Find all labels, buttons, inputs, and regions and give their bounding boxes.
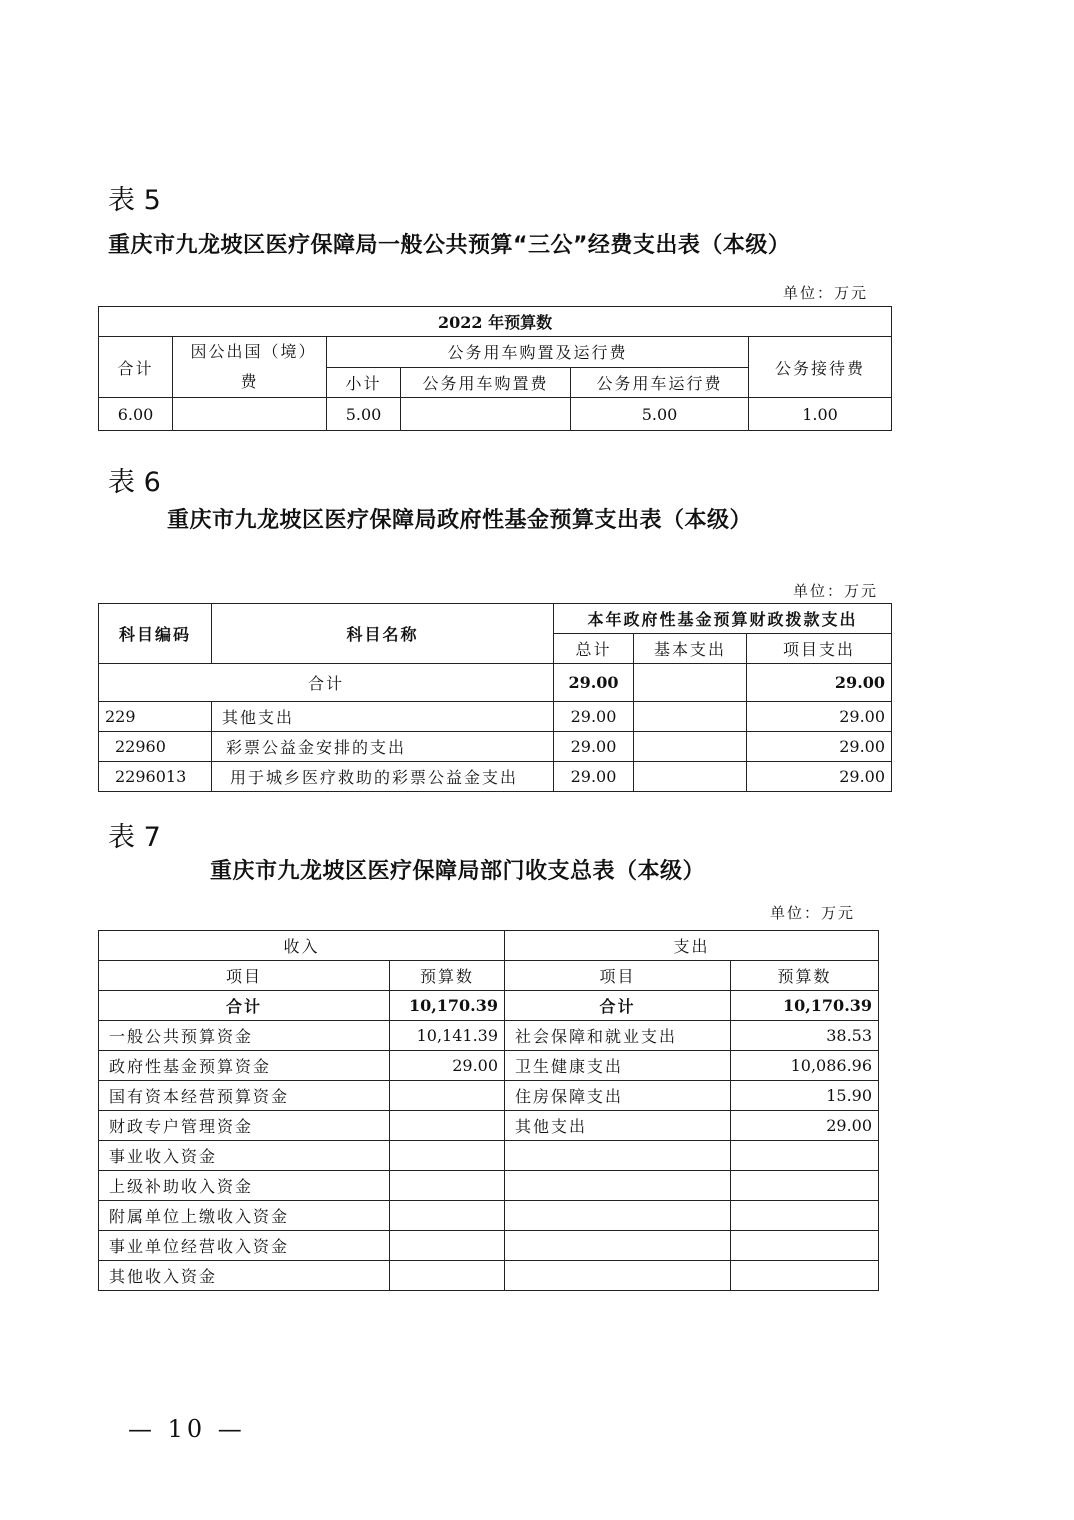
table6-row-total: 29.00	[554, 762, 634, 792]
table5-label: 表 5	[108, 185, 161, 216]
table7-income-item: 国有资本经营预算资金	[99, 1081, 390, 1111]
table7-expense-amount: 15.90	[731, 1081, 879, 1111]
table6-title: 重庆市九龙坡区医疗保障局政府性基金预算支出表（本级）	[167, 508, 753, 533]
table6-unit: 单位：万元	[793, 582, 879, 600]
table7-expense-item: 其他支出	[505, 1111, 731, 1141]
table6-total-total: 29.00	[554, 664, 634, 702]
table7-income-amount	[390, 1261, 505, 1291]
table7-unit: 单位：万元	[770, 904, 856, 922]
table7-expense-item	[505, 1231, 731, 1261]
table5-header-car-operation: 公务用车运行费	[571, 367, 749, 398]
table7-expense-amount: 29.00	[731, 1111, 879, 1141]
table7-header-expense-item: 项目	[505, 961, 731, 991]
table5-header-total: 合计	[99, 337, 173, 398]
table6-row-code: 22960	[99, 732, 212, 762]
table6-header-code: 科目编码	[99, 604, 212, 664]
table5-unit: 单位：万元	[783, 284, 869, 302]
table6-total-basic	[634, 664, 747, 702]
table7-expense-amount: 10,086.96	[731, 1051, 879, 1081]
table7-header-income: 收入	[99, 931, 505, 961]
table-row	[99, 762, 892, 792]
table6-row-total: 29.00	[554, 732, 634, 762]
table7-income-amount: 29.00	[390, 1051, 505, 1081]
table7-income-item: 附属单位上缴收入资金	[99, 1201, 390, 1231]
table7-income-amount	[390, 1171, 505, 1201]
table7-expense-item: 住房保障支出	[505, 1081, 731, 1111]
table-row	[99, 1111, 879, 1141]
table7-income-item: 政府性基金预算资金	[99, 1051, 390, 1081]
table7-income-amount	[390, 1201, 505, 1231]
table7-income-item: 财政专户管理资金	[99, 1111, 390, 1141]
table7-income-item: 其他收入资金	[99, 1261, 390, 1291]
table7-expense-amount	[731, 1261, 879, 1291]
table6-row-code: 2296013	[99, 762, 212, 792]
table5-header-car-purchase: 公务用车购置费	[401, 367, 571, 398]
table-row	[99, 1261, 879, 1291]
table7-expense-amount	[731, 1171, 879, 1201]
table7-expense-item	[505, 1201, 731, 1231]
table7-income-amount	[390, 1111, 505, 1141]
table7-header-expense: 支出	[505, 931, 879, 961]
table6	[98, 603, 892, 792]
table6-row-basic	[634, 702, 747, 732]
table7-expense-item	[505, 1261, 731, 1291]
table6-total-project: 29.00	[747, 664, 892, 702]
table7-income-item: 事业单位经营收入资金	[99, 1231, 390, 1261]
table5-header-reception: 公务接待费	[749, 337, 892, 398]
table7-expense-item	[505, 1171, 731, 1201]
table7-income-amount	[390, 1231, 505, 1261]
table7-income-item: 一般公共预算资金	[99, 1021, 390, 1051]
table5-header-subtotal: 小计	[327, 367, 401, 398]
table7-header-expense-budget: 预算数	[731, 961, 879, 991]
table7-income-amount	[390, 1141, 505, 1171]
table7-expense-item: 卫生健康支出	[505, 1051, 731, 1081]
table5-cell-reception: 1.00	[749, 398, 892, 431]
table7-total-expense-amount: 10,170.39	[731, 991, 879, 1021]
table6-row-basic	[634, 732, 747, 762]
table7-expense-amount	[731, 1201, 879, 1231]
table7-expense-amount	[731, 1231, 879, 1261]
table6-header-total: 总计	[554, 634, 634, 664]
table5-cell-abroad	[173, 398, 327, 431]
table6-header-group: 本年政府性基金预算财政拨款支出	[554, 604, 892, 634]
table5-cell-car-operation: 5.00	[571, 398, 749, 431]
table7-total-income-label: 合计	[99, 991, 390, 1021]
table7	[98, 930, 879, 1291]
table-row	[99, 732, 892, 762]
table-row	[99, 702, 892, 732]
table-row	[99, 1171, 879, 1201]
table7-total-income-amount: 10,170.39	[390, 991, 505, 1021]
table-row	[99, 1051, 879, 1081]
table5-cell-subtotal: 5.00	[327, 398, 401, 431]
table7-title: 重庆市九龙坡区医疗保障局部门收支总表（本级）	[210, 859, 706, 884]
table7-expense-item	[505, 1141, 731, 1171]
table7-expense-item: 社会保障和就业支出	[505, 1021, 731, 1051]
table7-income-item: 上级补助收入资金	[99, 1171, 390, 1201]
table-row	[99, 1021, 879, 1051]
table5-header-car-group: 公务用车购置及运行费	[327, 337, 749, 368]
table6-row-project: 29.00	[747, 702, 892, 732]
table6-row-name: 用于城乡医疗救助的彩票公益金支出	[212, 762, 554, 792]
table7-income-amount	[390, 1081, 505, 1111]
table6-row-project: 29.00	[747, 762, 892, 792]
table5-year-header: 2022 年预算数	[99, 307, 892, 337]
table7-expense-amount: 38.53	[731, 1021, 879, 1051]
table7-expense-amount	[731, 1141, 879, 1171]
page-number: — 10 —	[128, 1415, 246, 1443]
table7-label: 表 7	[108, 822, 161, 853]
table5	[98, 306, 892, 431]
table6-row-code: 229	[99, 702, 212, 732]
table6-row-name: 其他支出	[212, 702, 554, 732]
table-row	[99, 1201, 879, 1231]
table5-cell-car-purchase	[401, 398, 571, 431]
table6-label: 表 6	[108, 467, 161, 498]
table6-total-label: 合计	[99, 664, 554, 702]
table5-title: 重庆市九龙坡区医疗保障局一般公共预算“三公”经费支出表（本级）	[108, 233, 791, 258]
table6-row-project: 29.00	[747, 732, 892, 762]
table7-income-amount: 10,141.39	[390, 1021, 505, 1051]
table7-total-expense-label: 合计	[505, 991, 731, 1021]
table5-header-abroad: 因公出国（境）费	[173, 337, 327, 398]
table6-row-basic	[634, 762, 747, 792]
table7-header-income-budget: 预算数	[390, 961, 505, 991]
table-row	[99, 1231, 879, 1261]
table6-header-name: 科目名称	[212, 604, 554, 664]
table-row	[99, 1141, 879, 1171]
table6-row-total: 29.00	[554, 702, 634, 732]
table-row	[99, 1081, 879, 1111]
table6-header-basic: 基本支出	[634, 634, 747, 664]
table5-cell-total: 6.00	[99, 398, 173, 431]
table6-row-name: 彩票公益金安排的支出	[212, 732, 554, 762]
table7-income-item: 事业收入资金	[99, 1141, 390, 1171]
table6-header-project: 项目支出	[747, 634, 892, 664]
table7-total-row	[99, 991, 879, 1021]
table6-total-row	[99, 664, 892, 702]
table7-header-income-item: 项目	[99, 961, 390, 991]
